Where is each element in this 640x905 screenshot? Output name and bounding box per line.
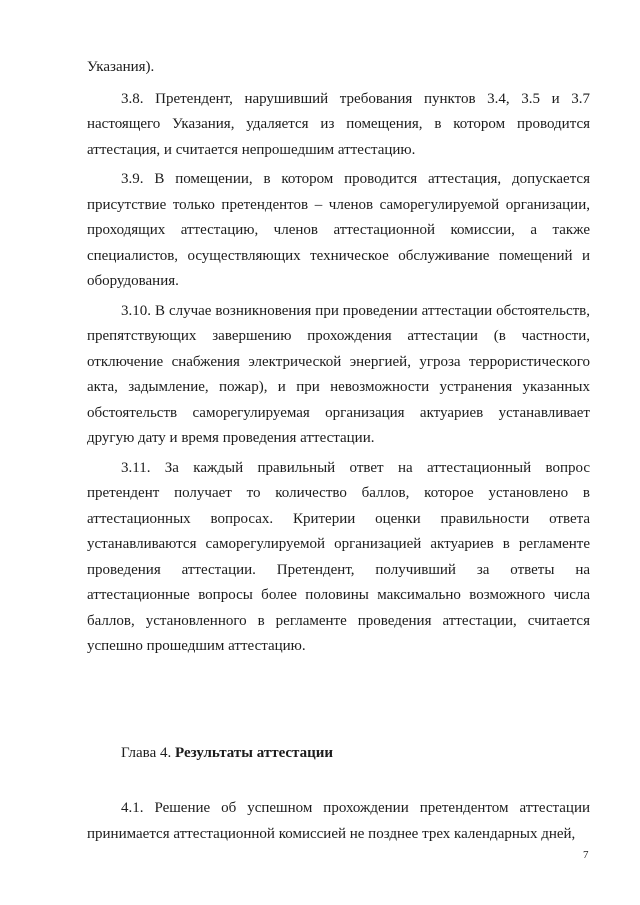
paragraph-3-11 — [87, 456, 590, 660]
chapter-title: Результаты аттестации — [174, 745, 334, 761]
continuation-line: Указания). — [87, 59, 155, 75]
paragraph-text: Решение об успешном прохождении претендентом аттестации принимается аттестационной комиссией не позднее трех календарных дней, — [87, 800, 590, 842]
paragraph-number: 3.9. — [121, 171, 144, 187]
body-text-lower — [87, 796, 590, 847]
paragraph-number: 3.8. — [121, 90, 144, 107]
paragraph-3-10 — [87, 299, 590, 452]
chapter-prefix: Глава 4. — [121, 745, 172, 761]
paragraph-number: 3.10. — [121, 302, 151, 319]
paragraph-3-9 — [87, 167, 590, 295]
body-text-upper — [87, 55, 590, 660]
paragraph-number: 3.11. — [121, 459, 151, 476]
paragraph-text: Претендент, нарушивший требования пунктов 3.4, 3.5 и 3.7 настоящего Указания, удаляется из помещения, в котором проводится аттестация, и считается непрошедшим аттестацию. — [87, 90, 590, 158]
paragraph-4-1 — [87, 796, 590, 847]
paragraph-number: 4.1. — [121, 800, 144, 816]
paragraph-text: В случае возникновения при проведении аттестации обстоятельств, препятствующих завершению прохождения аттестации (в частности, отключение снабжения электрической энергией, угроза террористического акта, задымление, пожар), и при невозможности устранения указанных обстоятельств саморегулируемая организация актуариев устанавливает другую дату и время проведения аттестации. — [87, 302, 590, 446]
paragraph-text: За каждый правильный ответ на аттестационный вопрос претендент получает то количество баллов, которое установлено в аттестационных вопросах. Критерии оценки правильности ответа устанавливаются саморегулируемой организацией актуариев в регламенте проведения аттестации. Претендент, получивший за ответы на аттестационные вопросы более половины максимально возможного числа баллов, установленного в регламенте проведения аттестации, считается успешно прошедшим аттестацию. — [87, 459, 591, 654]
chapter-heading — [121, 741, 333, 765]
paragraph-text: В помещении, в котором проводится аттестация, допускается присутствие только претендентов – членов саморегулируемой организации, проходящих аттестацию, членов аттестационной комиссии, а также специалистов, осуществляющих техническое обслуживание помещений и оборудования. — [87, 171, 590, 289]
paragraph-3-8 — [87, 87, 590, 164]
page-number: 7 — [583, 849, 589, 861]
